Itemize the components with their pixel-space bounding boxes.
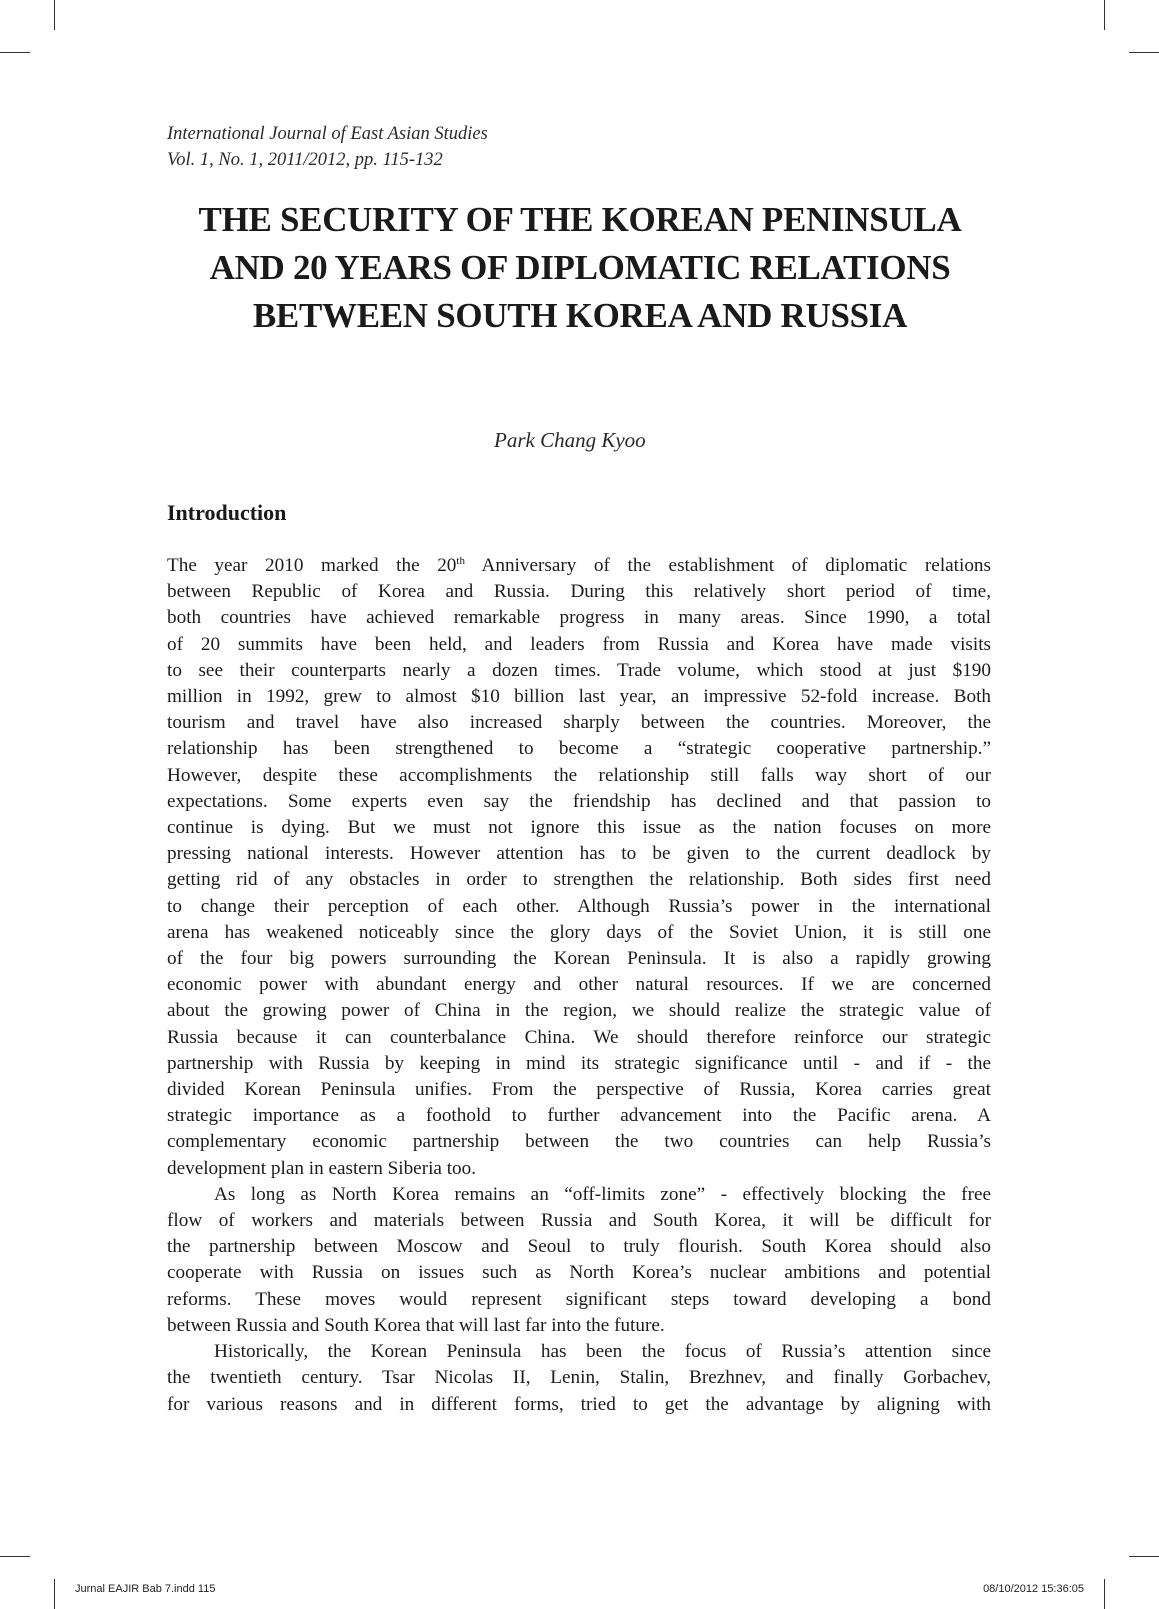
crop-mark-top-left-vertical	[54, 0, 55, 30]
ordinal-superscript: th	[456, 555, 465, 567]
paragraph-3	[167, 1339, 991, 1418]
paragraph-1	[167, 553, 991, 1182]
article-author: Park Chang Kyoo	[494, 428, 646, 452]
text-line: Historically, the Korean Peninsula has been the focus of Russia’s attention since	[214, 1341, 991, 1363]
text-line: tourism and travel have also increased sharply between the countries. Moreover, the	[167, 712, 991, 734]
crop-mark-bottom-right-horizontal	[1129, 1556, 1159, 1557]
text-line: complementary economic partnership between the two countries can help Russia’s	[167, 1131, 991, 1153]
text-line: pressing national interests. However attention has to be given to the current deadlock by	[167, 843, 991, 865]
journal-citation: Vol. 1, No. 1, 2011/2012, pp. 115-132	[167, 150, 443, 170]
text-line: getting rid of any obstacles in order to strengthen the relationship. Both sides first need	[167, 869, 991, 891]
text-line: to change their perception of each other. Although Russia’s power in the international	[167, 895, 991, 917]
text-line: economic power with abundant energy and other natural resources. If we are concerned	[167, 974, 991, 996]
text-line: the twentieth century. Tsar Nicolas II, Lenin, Stalin, Brezhnev, and finally Gorbachev,	[167, 1367, 991, 1389]
article-body	[167, 553, 991, 1418]
text-line: development plan in eastern Siberia too.	[167, 1157, 477, 1179]
text-line: cooperate with Russia on issues such as North Korea’s nuclear ambitions and potential	[167, 1262, 991, 1284]
text-line: continue is dying. But we must not ignore this issue as the nation focuses on more	[167, 817, 991, 839]
text-line: expectations. Some experts even say the friendship has declined and that passion to	[167, 790, 991, 812]
crop-mark-bottom-left-vertical	[54, 1579, 55, 1609]
crop-mark-bottom-right-vertical	[1104, 1579, 1105, 1609]
text-line: As long as North Korea remains an “off-limits zone” - effectively blocking the free	[214, 1183, 991, 1205]
title-line: BETWEEN SOUTH KOREA AND RUSSIA	[252, 296, 908, 335]
text-line: between Republic of Korea and Russia. During this relatively short period of time,	[167, 581, 991, 603]
text-fragment: The year 2010 marked the 20	[167, 555, 457, 576]
crop-mark-top-right-vertical	[1104, 0, 1105, 30]
text-line: divided Korean Peninsula unifies. From the perspective of Russia, Korea carries great	[167, 1079, 991, 1101]
text-line: for various reasons and in different forms, tried to get the advantage by aligning with	[167, 1393, 991, 1415]
text-line: partnership with Russia by keeping in mind its strategic significance until - and if - the	[167, 1052, 991, 1074]
crop-mark-bottom-left-horizontal	[0, 1556, 30, 1557]
section-heading: Introduction	[167, 500, 287, 525]
text-line: strategic importance as a foothold to further advancement into the Pacific arena. A	[167, 1105, 991, 1127]
text-line: However, despite these accomplishments the relationship still falls way short of our	[167, 764, 991, 786]
text-line: about the growing power of China in the region, we should realize the strategic value of	[167, 1000, 991, 1022]
text-line: both countries have achieved remarkable progress in many areas. Since 1990, a total	[167, 607, 991, 629]
title-line: AND 20 YEARS OF DIPLOMATIC RELATIONS	[209, 248, 951, 287]
title-line: THE SECURITY OF THE KOREAN PENINSULA	[198, 200, 962, 239]
paragraph-2	[167, 1182, 991, 1339]
text-line: million in 1992, grew to almost $10 billion last year, an impressive 52-fold increase. Both	[167, 686, 991, 708]
article-title	[150, 196, 1010, 340]
text-line: reforms. These moves would represent significant steps toward developing a bond	[167, 1288, 991, 1310]
text-line: of 20 summits have been held, and leaders from Russia and Korea have made visits	[167, 633, 991, 655]
journal-name: International Journal of East Asian Studies	[167, 124, 488, 144]
text-line: arena has weakened noticeably since the glory days of the Soviet Union, it is still one	[167, 921, 991, 943]
footer-file-info: Jurnal EAJIR Bab 7.indd 115	[75, 1583, 216, 1595]
text-fragment: Anniversary of the establishment of diplomatic relations	[464, 555, 991, 576]
crop-mark-top-right-horizontal	[1129, 52, 1159, 53]
text-line: of the four big powers surrounding the Korean Peninsula. It is also a rapidly growing	[167, 948, 991, 970]
text-line: relationship has been strengthened to become a “strategic cooperative partnership.”	[167, 738, 991, 760]
text-line	[167, 553, 991, 579]
text-line: the partnership between Moscow and Seoul to truly flourish. South Korea should also	[167, 1236, 991, 1258]
footer-timestamp: 08/10/2012 15:36:05	[983, 1583, 1084, 1595]
text-line: flow of workers and materials between Russia and South Korea, it will be difficult for	[167, 1210, 991, 1232]
journal-header	[167, 121, 488, 173]
text-line: between Russia and South Korea that will last far into the future.	[167, 1314, 665, 1336]
text-line: Russia because it can counterbalance China. We should therefore reinforce our strategic	[167, 1026, 991, 1048]
text-line: to see their counterparts nearly a dozen times. Trade volume, which stood at just $190	[167, 659, 991, 681]
crop-mark-top-left-horizontal	[0, 52, 30, 53]
